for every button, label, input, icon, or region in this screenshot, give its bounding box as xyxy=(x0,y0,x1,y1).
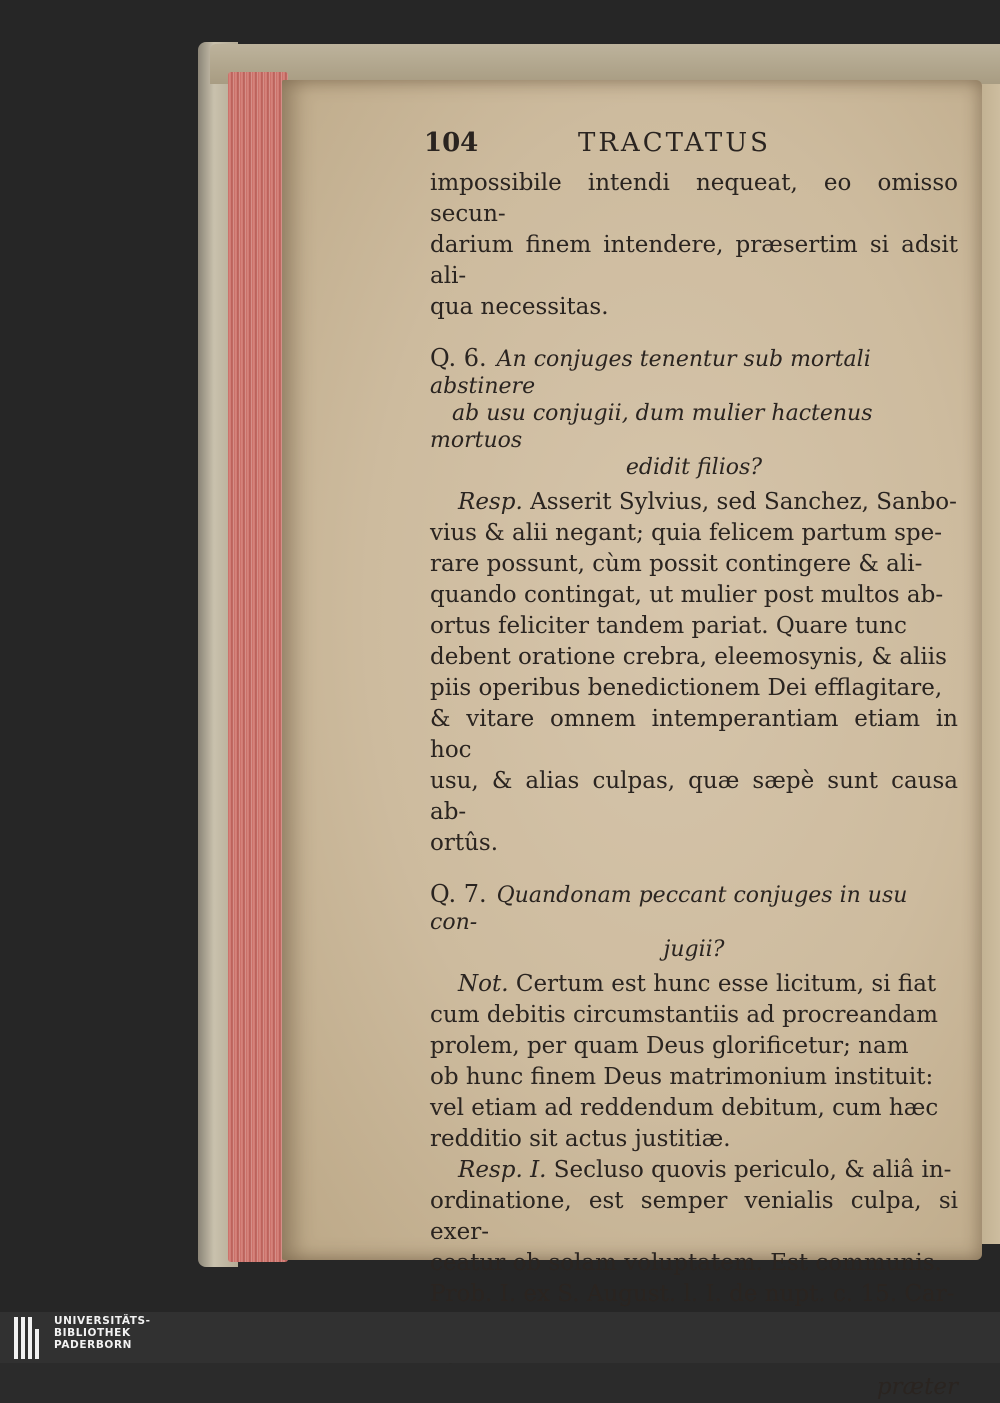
page-number: 104 xyxy=(424,128,479,158)
text-line: rare possunt, cùm possit contingere & ali- xyxy=(430,551,923,577)
text-line: impossibile intendi nequeat, eo omisso secun- xyxy=(430,170,958,227)
text-line: ceatur ob solam voluptatem. Est communis. xyxy=(430,1250,942,1276)
text-line: cum debitis circumstantiis ad procreandam xyxy=(430,1002,938,1028)
text-line: jugii? xyxy=(663,937,725,962)
text-line: ab usu conjugii, dum mulier hactenus mortuos xyxy=(430,401,873,453)
text-line: vel etiam ad reddendum debitum, cum hæc xyxy=(430,1095,939,1121)
text-line: Quandonam peccant conjuges in usu con- xyxy=(430,883,908,935)
catchword: præter xyxy=(876,1374,958,1400)
page-text xyxy=(424,128,958,1403)
text-line: An conjuges tenentur sub mortali abstinere xyxy=(430,347,871,399)
library-name xyxy=(54,1315,151,1351)
library-logo-icon xyxy=(14,1317,44,1359)
book-cover-top xyxy=(210,44,1000,84)
response-paragraph xyxy=(430,487,958,859)
text-line: vius & alii negant; quia felicem partum spe- xyxy=(430,520,943,546)
question-6 xyxy=(430,345,958,481)
question-label: Q. 7. xyxy=(430,880,487,908)
text-line: & vitare omnem intemperantiam etiam in hoc xyxy=(430,706,958,763)
text-line: debent oratione crebra, eleemosynis, & aliis xyxy=(430,644,947,670)
text-line: Certum est hunc esse licitum, si fiat xyxy=(515,971,937,997)
library-name-line: PADERBORN xyxy=(54,1339,133,1351)
note-paragraph xyxy=(430,969,958,1155)
text-line: edidit filios? xyxy=(625,455,763,480)
text-line: prolem, per quam Deus glorificetur; nam xyxy=(430,1033,909,1059)
text-line: ob hunc finem Deus matrimonium instituit: xyxy=(430,1064,934,1090)
question-label: Q. 6. xyxy=(430,344,487,372)
response-lead: Resp. I. xyxy=(458,1157,547,1183)
note-lead: Not. xyxy=(458,971,509,997)
text-line: ordinatione, est semper venialis culpa, si exer- xyxy=(430,1188,958,1245)
text-line: redditio sit actus justitiæ. xyxy=(430,1126,731,1152)
text-line: Prob. I. ex S. August. l. I. de nupt. c. 15. Car- xyxy=(430,1281,955,1307)
intro-paragraph xyxy=(430,168,958,323)
text-line: qua necessitas. xyxy=(430,294,609,320)
response-lead: Resp. xyxy=(458,489,523,515)
text-line: Asserit Sylvius, sed Sanchez, Sanbo- xyxy=(530,489,957,515)
text-line: darium finem intendere, præsertim si adsit ali- xyxy=(430,232,958,289)
text-line: ortûs. xyxy=(430,830,499,856)
library-name-line: BIBLIOTHEK xyxy=(54,1327,131,1339)
page-header xyxy=(424,128,958,168)
question-7 xyxy=(430,881,958,963)
text-line: Secluso quovis periculo, & aliâ in- xyxy=(553,1157,952,1183)
running-head: TRACTATUS xyxy=(578,128,771,158)
page-edges xyxy=(228,72,288,1262)
text-line: quando contingat, ut mulier post multos ab- xyxy=(430,582,944,608)
text-line: usu, & alias culpas, quæ sæpè sunt causa ab- xyxy=(430,768,958,825)
text-line: piis operibus benedictionem Dei efflagitare, xyxy=(430,675,943,701)
library-name-line: UNIVERSITÄTS- xyxy=(54,1315,151,1327)
text-line: ortus feliciter tandem pariat. Quare tunc xyxy=(430,613,907,639)
